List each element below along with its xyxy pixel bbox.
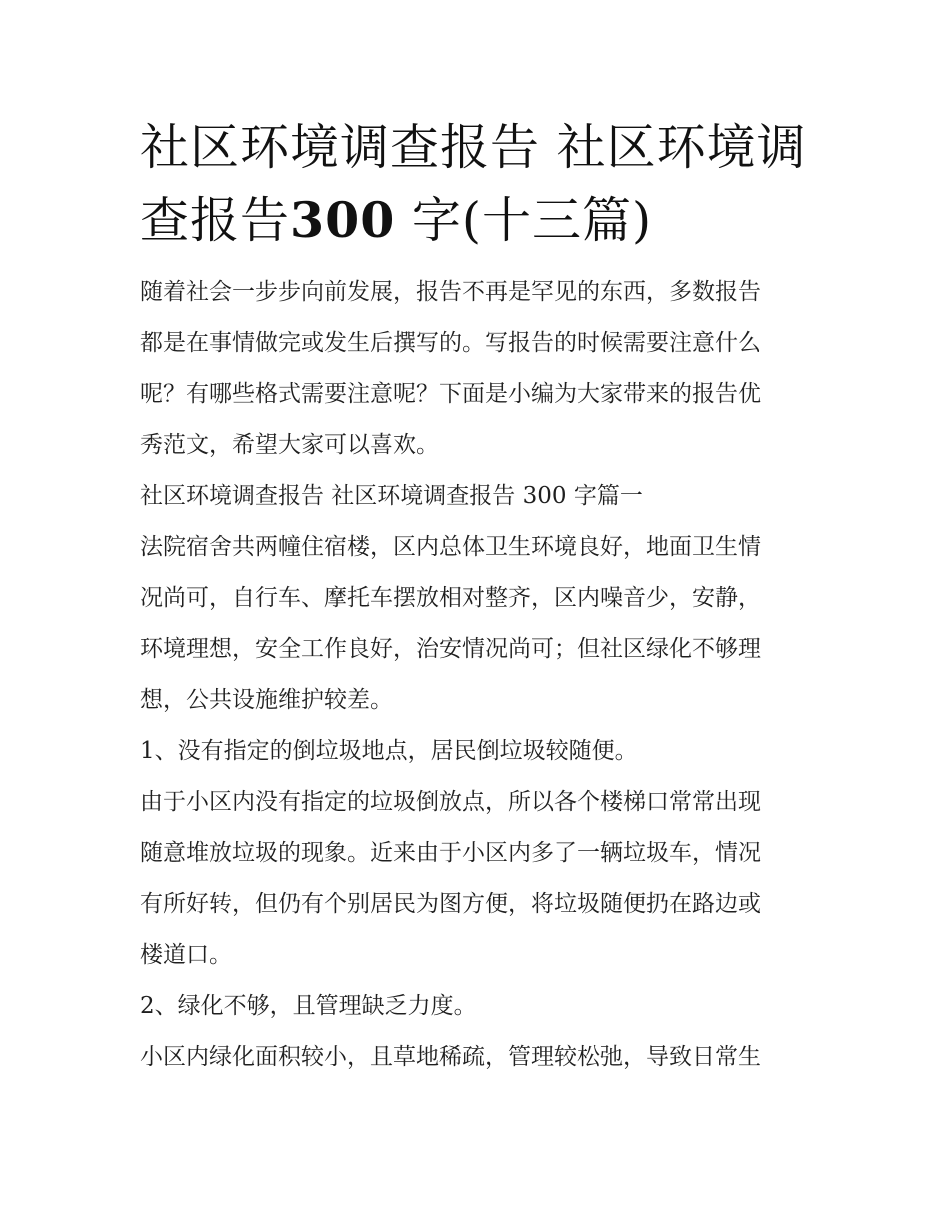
text-line: 想，公共设施维护较差。 bbox=[140, 687, 393, 713]
text-line: 随着社会一步步向前发展，报告不再是罕见的东西，多数报告 bbox=[140, 279, 761, 305]
text-line: 随意堆放垃圾的现象。近来由于小区内多了一辆垃圾车，情况 bbox=[140, 840, 761, 866]
text-line: 由于小区内没有指定的垃圾倒放点，所以各个楼梯口常常出现 bbox=[140, 789, 761, 815]
text-line: 都是在事情做完或发生后撰写的。写报告的时候需要注意什么 bbox=[140, 330, 761, 356]
text-line: 况尚可，自行车、摩托车摆放相对整齐，区内噪音少，安静， bbox=[140, 585, 761, 611]
text-line: 2、绿化不够，且管理缺乏力度。 bbox=[140, 993, 477, 1019]
title-line-2-suffix: 字(十三篇) bbox=[395, 192, 653, 249]
text-line: 社区环境调查报告 社区环境调查报告 300 字篇一 bbox=[140, 483, 643, 509]
list-point bbox=[140, 981, 812, 1032]
text-line: 有所好转，但仍有个别居民为图方便，将垃圾随便扔在路边或 bbox=[140, 891, 761, 917]
list-point bbox=[140, 726, 812, 777]
title-line-2 bbox=[140, 184, 812, 257]
title-line-1: 社区环境调查报告 社区环境调 bbox=[140, 119, 807, 176]
body-paragraph bbox=[140, 522, 812, 726]
title-number: 300 bbox=[290, 191, 396, 249]
title-line-2-prefix: 查报告 bbox=[140, 192, 291, 249]
body-paragraph bbox=[140, 1032, 812, 1083]
text-line: 1、没有指定的倒垃圾地点，居民倒垃圾较随便。 bbox=[140, 738, 638, 764]
text-line: 环境理想，安全工作良好，治安情况尚可；但社区绿化不够理 bbox=[140, 636, 761, 662]
text-line: 小区内绿化面积较小，且草地稀疏，管理较松弛，导致日常生 bbox=[140, 1044, 761, 1070]
section-heading bbox=[140, 471, 812, 522]
text-line: 法院宿舍共两幢住宿楼，区内总体卫生环境良好，地面卫生情 bbox=[140, 534, 761, 560]
text-line: 呢？有哪些格式需要注意呢？下面是小编为大家带来的报告优 bbox=[140, 381, 761, 407]
page-title bbox=[140, 112, 812, 257]
text-line: 秀范文，希望大家可以喜欢。 bbox=[140, 432, 439, 458]
document-body bbox=[140, 112, 812, 1083]
text-line: 楼道口。 bbox=[140, 942, 232, 968]
intro-paragraph bbox=[140, 267, 812, 471]
body-paragraph bbox=[140, 777, 812, 981]
